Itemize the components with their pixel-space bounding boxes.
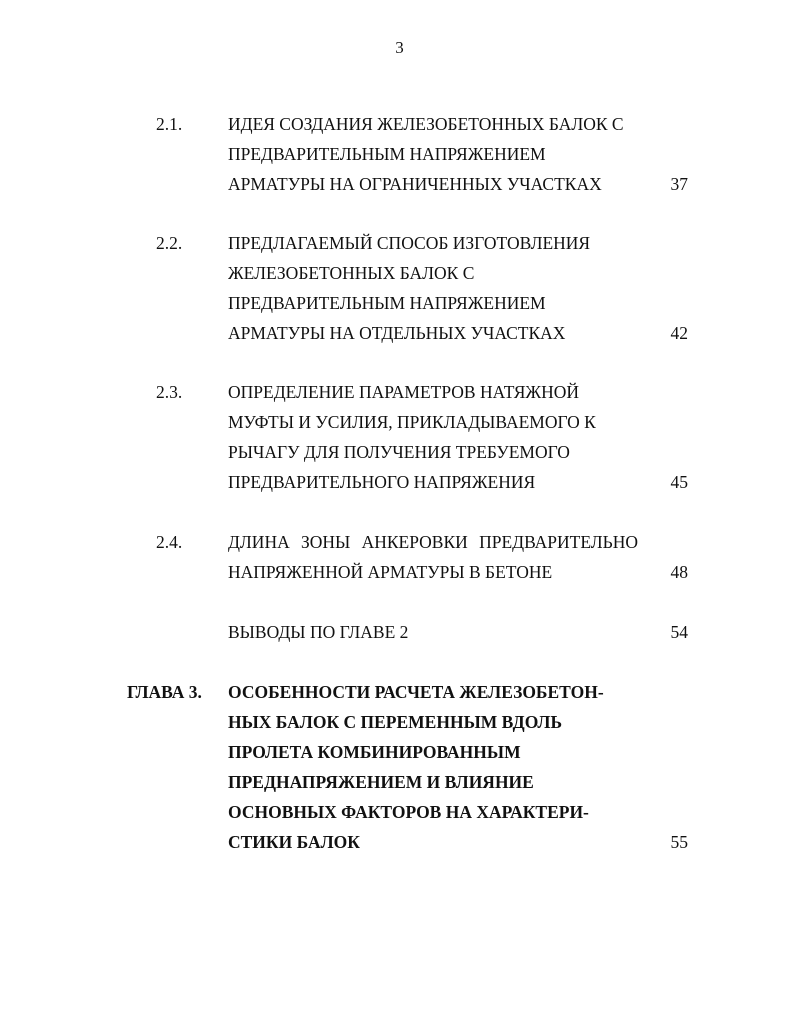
toc-chapter-number: ГЛАВА 3.: [127, 682, 202, 702]
toc-entry-title: [228, 527, 668, 587]
toc-entry-conclusions-2[interactable]: [0, 617, 799, 647]
toc-title-line: ИДЕЯ СОЗДАНИЯ ЖЕЛЕЗОБЕТОННЫХ БАЛОК С: [228, 114, 624, 134]
toc-title-line: ПРОЛЕТА КОМБИНИРОВАННЫМ: [228, 742, 521, 762]
toc-entry-2-4[interactable]: [0, 527, 799, 587]
toc-title-line: СТИКИ БАЛОК: [228, 832, 360, 852]
toc-title-line: РЫЧАГУ ДЛЯ ПОЛУЧЕНИЯ ТРЕБУЕМОГО: [228, 442, 570, 462]
toc-entry-2-2[interactable]: [0, 228, 799, 348]
toc-page-number: 55: [670, 832, 688, 852]
toc-page-number: 37: [670, 174, 688, 194]
toc-title-line: ПРЕДВАРИТЕЛЬНЫМ НАПРЯЖЕНИЕМ: [228, 293, 546, 313]
toc-title-line: ПРЕДВАРИТЕЛЬНОГО НАПРЯЖЕНИЯ: [228, 472, 536, 492]
toc-entry-number: 2.3.: [156, 382, 183, 402]
toc-entry-title: [228, 617, 668, 647]
toc-title-line: ДЛИНА ЗОНЫ АНКЕРОВКИ ПРЕДВАРИТЕЛЬНО: [228, 532, 638, 552]
toc-title-line: ПРЕДНАПРЯЖЕНИЕМ И ВЛИЯНИЕ: [228, 772, 534, 792]
toc-entry-number: 2.4.: [156, 532, 183, 552]
toc-page-number: 54: [670, 622, 688, 642]
toc-title-line: ОПРЕДЕЛЕНИЕ ПАРАМЕТРОВ НАТЯЖНОЙ: [228, 382, 579, 402]
toc-entry-chapter-3[interactable]: [0, 677, 799, 857]
toc-title-line: НАПРЯЖЕННОЙ АРМАТУРЫ В БЕТОНЕ: [228, 562, 553, 582]
toc-entry-number: 2.1.: [156, 114, 183, 134]
toc-entry-2-1[interactable]: [0, 109, 799, 199]
toc-entry-title: [228, 228, 668, 348]
toc-title-line: НЫХ БАЛОК С ПЕРЕМЕННЫМ ВДОЛЬ: [228, 712, 563, 732]
toc-entry-title: [228, 109, 668, 199]
toc-title-line: ПРЕДВАРИТЕЛЬНЫМ НАПРЯЖЕНИЕМ: [228, 144, 546, 164]
toc-title-line: ПРЕДЛАГАЕМЫЙ СПОСОБ ИЗГОТОВЛЕНИЯ: [228, 233, 591, 253]
toc-title-line: ЖЕЛЕЗОБЕТОННЫХ БАЛОК С: [228, 263, 475, 283]
toc-title-line: ВЫВОДЫ ПО ГЛАВЕ 2: [228, 622, 409, 642]
toc-chapter-title: [228, 677, 668, 857]
toc-entry-2-3[interactable]: [0, 377, 799, 497]
toc-page-number: 45: [670, 472, 688, 492]
toc-page-number: 42: [670, 323, 688, 343]
toc-page-number: 48: [670, 562, 688, 582]
toc-title-line: АРМАТУРЫ НА ОГРАНИЧЕННЫХ УЧАСТКАХ: [228, 174, 602, 194]
toc-entry-number: 2.2.: [156, 233, 183, 253]
page-number: 3: [395, 38, 404, 57]
toc-title-line: МУФТЫ И УСИЛИЯ, ПРИКЛАДЫВАЕМОГО К: [228, 412, 596, 432]
toc-title-line: ОСНОВНЫХ ФАКТОРОВ НА ХАРАКТЕРИ-: [228, 802, 589, 822]
toc-title-line: ОСОБЕННОСТИ РАСЧЕТА ЖЕЛЕЗОБЕТОН-: [228, 682, 604, 702]
toc-entry-title: [228, 377, 668, 497]
toc-title-line: АРМАТУРЫ НА ОТДЕЛЬНЫХ УЧАСТКАХ: [228, 323, 566, 343]
